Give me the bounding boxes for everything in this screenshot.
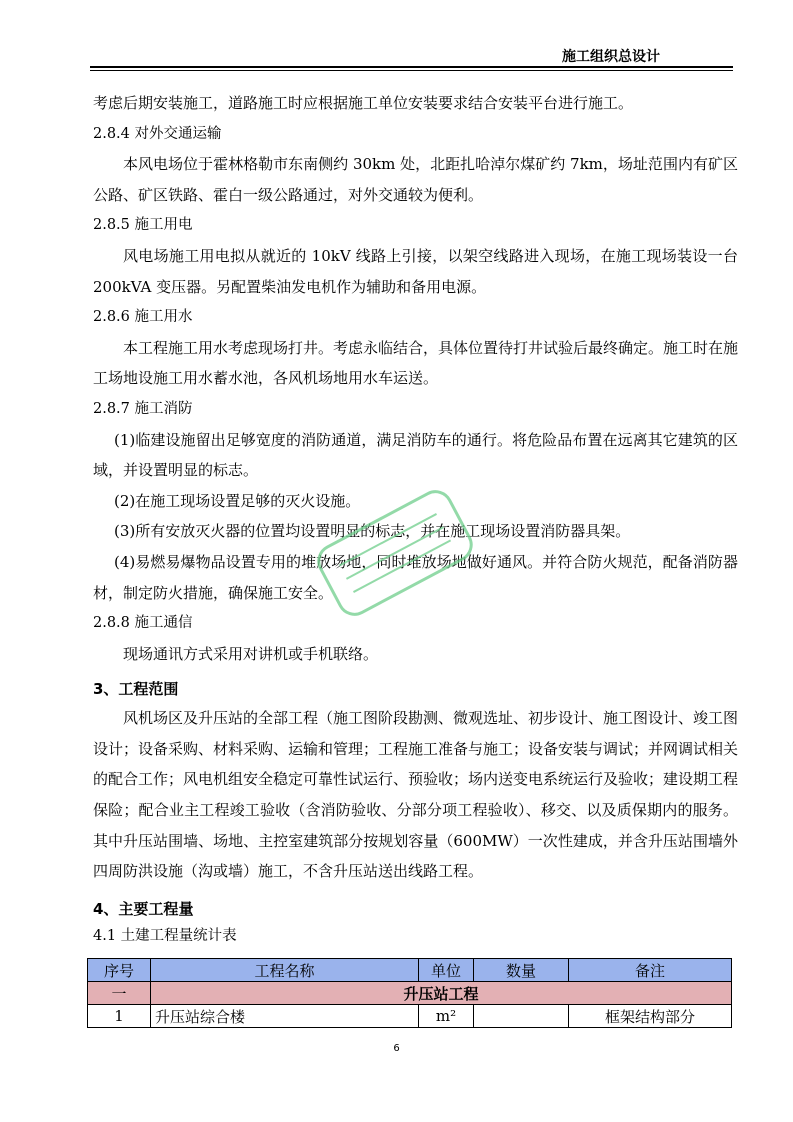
group-title: 升压站工程: [151, 982, 732, 1005]
quantity-table: [87, 958, 732, 1028]
paragraph-transport: 本风电场位于霍林格勒市东南侧约 30km 处，北距扎哈淖尔煤矿约 7km，场址范围内有矿区公路、矿区铁路、霍白一级公路通过，对外交通较为便利。: [93, 155, 738, 204]
fire-item-1: (1)临建设施留出足够宽度的消防通道，满足消防车的通行。将危险品布置在远离其它建筑的区域，并设置明显的标志。: [93, 430, 738, 480]
group-no: 一: [88, 982, 151, 1005]
header-title: 施工组织总设计: [562, 49, 660, 65]
table-caption: 4.1 土建工程量统计表: [93, 927, 237, 944]
header-cell-no: 序号: [88, 959, 151, 982]
heading-2-8-5: 2.8.5 施工用电: [93, 217, 193, 234]
paragraph-scope: 风机场区及升压站的全部工程（施工图阶段勘测、微观选址、初步设计、施工图设计、竣工图设计；设备采购、材料采购、运输和管理；工程施工准备与施工；设备安装与调试；并网调试相关的配合工作；风电机组安全稳定可靠性试运行、预验收；场内送变电系统运行及验收；建设期工程保险；配合业主工程竣工验收（含消防验收、分部分项工程验收）、移交、以及质保期内的服务。其中升压站围墙、场地、主控室建筑部分按规划容量（600MW）一次性建成，并含升压站围墙外四周防洪设施（沟或墙）施工，不含升压站送出线路工程。: [93, 709, 739, 881]
heading-2-8-6: 2.8.6 施工用水: [93, 309, 193, 326]
page-number: 6: [393, 1043, 400, 1054]
cell-note: 框架结构部分: [569, 1005, 732, 1028]
header-rule: [90, 66, 733, 68]
header-cell-note: 备注: [569, 959, 732, 982]
paragraph-power: 风电场施工用电拟从就近的 10kV 线路上引接，以架空线路进入现场，在施工现场装设一台 200kVA 变压器。另配置柴油发电机作为辅助和备用电源。: [93, 246, 738, 296]
header-cell-unit: 单位: [419, 959, 474, 982]
paragraph-road-construction: 考虑后期安装施工，道路施工时应根据施工单位安装要求结合安装平台进行施工。: [93, 94, 634, 112]
cell-unit: m²: [419, 1005, 474, 1028]
paragraph-water: 本工程施工用水考虑现场打井。考虑永临结合，具体位置待打井试验后最终确定。施工时在施工场地设施工用水蓄水池，各风机场地用水车运送。: [93, 338, 739, 388]
header-rule-thin: [90, 70, 733, 71]
header-cell-qty: 数量: [474, 959, 569, 982]
table-header-row: [88, 959, 732, 982]
heading-section-3: 3、工程范围: [93, 680, 179, 699]
table-row: [88, 1005, 732, 1028]
cell-qty: [474, 1005, 569, 1028]
header-cell-name: 工程名称: [151, 959, 419, 982]
paragraph-communication: 现场通讯方式采用对讲机或手机联络。: [123, 644, 379, 663]
heading-2-8-7: 2.8.7 施工消防: [93, 400, 193, 417]
heading-2-8-4: 2.8.4 对外交通运输: [93, 125, 222, 142]
cell-no: 1: [88, 1005, 151, 1028]
table-group-row: [88, 982, 732, 1005]
cell-name: 升压站综合楼: [151, 1005, 419, 1028]
fire-item-4: (4)易燃易爆物品设置专用的堆放场地，同时堆放场地做好通风。并符合防火规范，配备消防器材，制定防火措施，确保施工安全。: [93, 552, 738, 602]
heading-2-8-8: 2.8.8 施工通信: [93, 615, 193, 632]
fire-item-3: (3)所有安放灭火器的位置均设置明显的标志，并在施工现场设置消防器具架。: [114, 522, 631, 541]
fire-item-2: (2)在施工现场设置足够的灭火设施。: [114, 491, 361, 510]
heading-section-4: 4、主要工程量: [93, 899, 194, 918]
document-body: [93, 88, 738, 947]
